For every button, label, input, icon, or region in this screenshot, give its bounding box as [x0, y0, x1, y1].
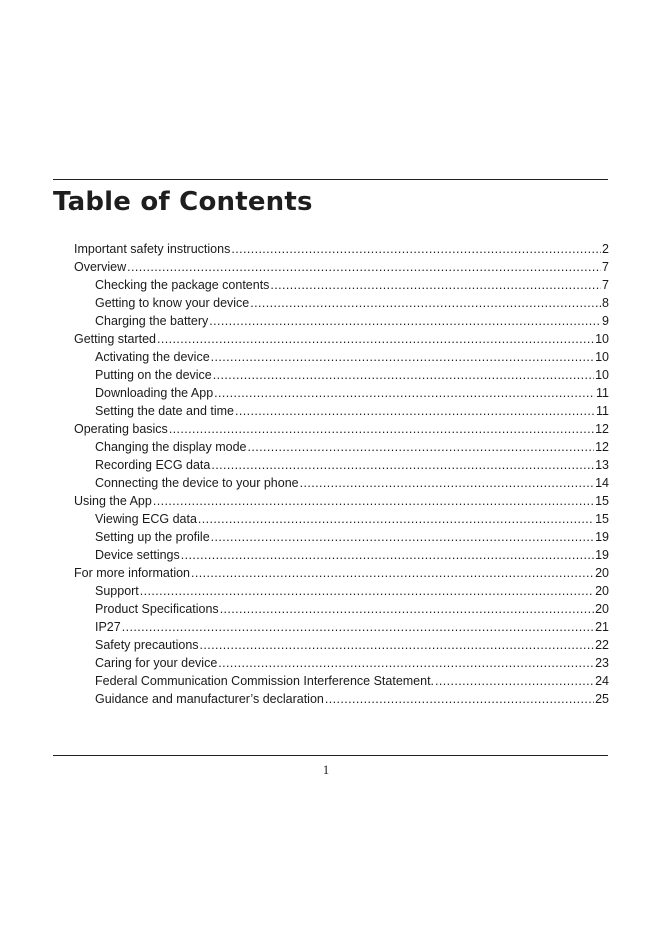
page-number: 1: [322, 763, 330, 777]
toc-dot-leader: [122, 618, 594, 636]
toc-entry-page: 19: [595, 530, 609, 544]
toc-dot-leader: [435, 672, 594, 690]
toc-entry[interactable]: [74, 456, 609, 474]
toc-entry-title: Setting up the profile: [95, 530, 210, 544]
top-rule: [53, 179, 608, 180]
toc-entry-page: 21: [595, 620, 609, 634]
toc-entry[interactable]: [74, 474, 609, 492]
toc-entry[interactable]: [74, 654, 609, 672]
toc-entry-title: Device settings: [95, 548, 180, 562]
toc-entry-page: 22: [595, 638, 609, 652]
table-of-contents: [74, 240, 609, 708]
toc-entry-page: 12: [595, 422, 609, 436]
toc-entry-title: Important safety instructions: [74, 242, 231, 256]
page-title: Table of Contents: [53, 187, 313, 217]
toc-dot-leader: [127, 258, 601, 276]
toc-entry-title: Checking the package contents: [95, 278, 270, 292]
toc-entry[interactable]: [74, 510, 609, 528]
toc-entry[interactable]: [74, 276, 609, 294]
toc-entry[interactable]: [74, 384, 609, 402]
toc-entry-title: Putting on the device: [95, 368, 212, 382]
toc-dot-leader: [300, 474, 594, 492]
toc-entry-page: 13: [595, 458, 609, 472]
toc-entry[interactable]: [74, 312, 609, 330]
toc-entry-page: 7: [602, 278, 609, 292]
toc-entry-page: 20: [595, 584, 609, 598]
toc-entry-title: Charging the battery: [95, 314, 209, 328]
toc-entry-title: Overview: [74, 260, 127, 274]
toc-entry[interactable]: [74, 528, 609, 546]
toc-dot-leader: [169, 420, 594, 438]
toc-entry-page: 25: [595, 692, 609, 706]
toc-entry-title: Downloading the App: [95, 386, 214, 400]
toc-dot-leader: [220, 600, 594, 618]
toc-entry-title: Setting the date and time: [95, 404, 234, 418]
toc-entry[interactable]: [74, 690, 609, 708]
toc-entry[interactable]: [74, 672, 609, 690]
toc-entry[interactable]: [74, 636, 609, 654]
toc-entry-title: Operating basics: [74, 422, 168, 436]
toc-dot-leader: [218, 654, 594, 672]
toc-entry[interactable]: [74, 546, 609, 564]
toc-entry-page: 8: [602, 296, 609, 310]
toc-entry[interactable]: [74, 294, 609, 312]
toc-entry[interactable]: [74, 420, 609, 438]
toc-entry-page: 23: [595, 656, 609, 670]
toc-dot-leader: [181, 546, 594, 564]
toc-entry-title: Safety precautions: [95, 638, 199, 652]
toc-entry-page: 15: [595, 494, 609, 508]
toc-dot-leader: [140, 582, 594, 600]
toc-entry-page: 10: [595, 350, 609, 364]
toc-dot-leader: [250, 294, 601, 312]
toc-dot-leader: [214, 384, 595, 402]
toc-entry-page: 11: [596, 386, 609, 400]
toc-entry-title: Caring for your device: [95, 656, 218, 670]
toc-entry-title: Support: [95, 584, 139, 598]
toc-entry-title: Product Specifications: [95, 602, 219, 616]
toc-dot-leader: [248, 438, 595, 456]
toc-entry-page: 9: [602, 314, 609, 328]
toc-entry-page: 20: [595, 566, 609, 580]
toc-entry-page: 14: [595, 476, 609, 490]
toc-entry-title: Getting to know your device: [95, 296, 250, 310]
toc-entry-page: 11: [596, 404, 609, 418]
toc-entry-title: Viewing ECG data: [95, 512, 197, 526]
toc-dot-leader: [198, 510, 594, 528]
toc-dot-leader: [235, 402, 595, 420]
toc-dot-leader: [213, 366, 594, 384]
toc-entry[interactable]: [74, 258, 609, 276]
toc-dot-leader: [191, 564, 594, 582]
toc-entry-page: 12: [595, 440, 609, 454]
toc-entry-title: Connecting the device to your phone: [95, 476, 299, 490]
toc-entry[interactable]: [74, 330, 609, 348]
toc-entry-title: For more information: [74, 566, 191, 580]
toc-entry-page: 10: [595, 368, 609, 382]
toc-entry-title: Recording ECG data: [95, 458, 211, 472]
toc-entry-title: Changing the display mode: [95, 440, 247, 454]
toc-entry[interactable]: [74, 564, 609, 582]
toc-dot-leader: [231, 240, 601, 258]
toc-entry[interactable]: [74, 582, 609, 600]
toc-entry[interactable]: [74, 402, 609, 420]
toc-dot-leader: [211, 456, 594, 474]
toc-entry[interactable]: [74, 240, 609, 258]
toc-entry-title: Using the App: [74, 494, 152, 508]
toc-entry[interactable]: [74, 438, 609, 456]
bottom-rule: [53, 755, 608, 756]
toc-dot-leader: [209, 312, 601, 330]
toc-entry-page: 10: [595, 332, 609, 346]
toc-dot-leader: [200, 636, 595, 654]
toc-entry-page: 20: [595, 602, 609, 616]
toc-entry-page: 2: [602, 242, 609, 256]
toc-dot-leader: [157, 330, 594, 348]
toc-entry[interactable]: [74, 600, 609, 618]
toc-dot-leader: [211, 528, 594, 546]
toc-entry-title: IP27: [95, 620, 121, 634]
toc-entry-title: Getting started: [74, 332, 156, 346]
toc-dot-leader: [325, 690, 594, 708]
toc-dot-leader: [153, 492, 594, 510]
toc-entry-page: 24: [595, 674, 609, 688]
toc-entry[interactable]: [74, 348, 609, 366]
toc-entry-title: Activating the device: [95, 350, 210, 364]
toc-entry[interactable]: [74, 618, 609, 636]
toc-entry-page: 19: [595, 548, 609, 562]
toc-entry[interactable]: [74, 366, 609, 384]
toc-dot-leader: [211, 348, 594, 366]
toc-entry-page: 15: [595, 512, 609, 526]
toc-dot-leader: [270, 276, 601, 294]
toc-entry-title: Guidance and manufacturer’s declaration: [95, 692, 324, 706]
toc-entry[interactable]: [74, 492, 609, 510]
toc-entry-title: Federal Communication Commission Interference Statement.: [95, 674, 435, 688]
toc-entry-page: 7: [602, 260, 609, 274]
